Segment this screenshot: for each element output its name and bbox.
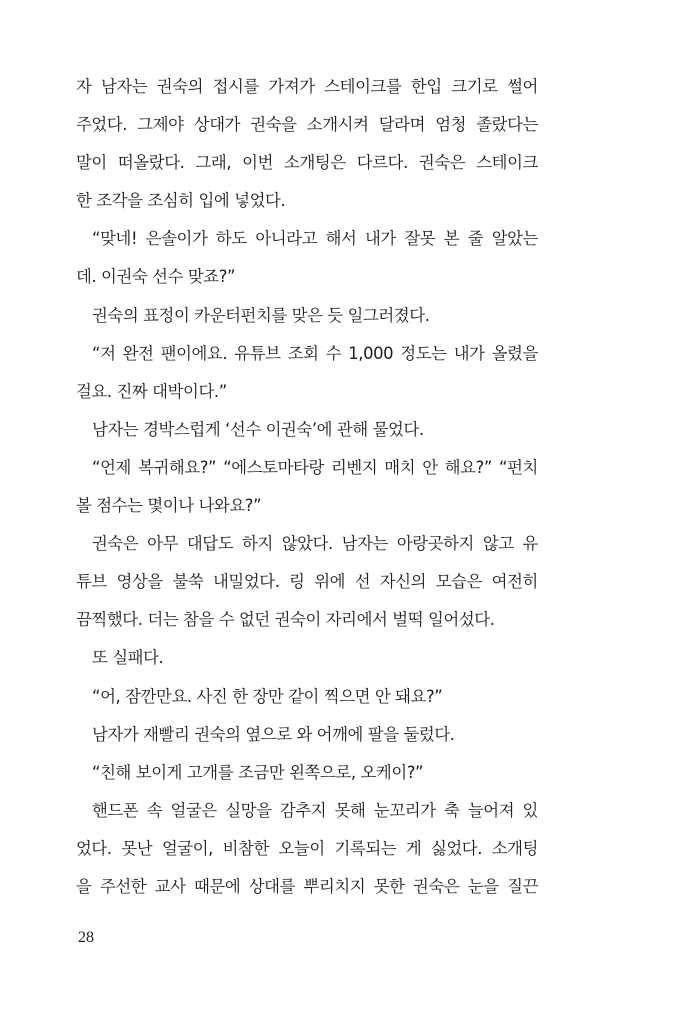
text-line: “맞네! 은솔이가 하도 아니라고 해서 내가 잘못 본 줄 알았는 bbox=[92, 229, 538, 249]
text-line: 남자는 경박스럽게 ‘선수 이권숙’에 관해 물었다. bbox=[92, 419, 424, 439]
page-number: 28 bbox=[78, 929, 94, 946]
text-line: 핸드폰 속 얼굴은 실망을 감추지 못해 눈꼬리가 축 늘어져 있 bbox=[92, 800, 538, 820]
text-line: 권숙은 아무 대답도 하지 않았다. 남자는 아랑곳하지 않고 유 bbox=[92, 534, 538, 554]
text-line: “친해 보이게 고개를 조금만 왼쪽으로, 오케이?” bbox=[92, 762, 424, 782]
text-line: 었다. 못난 얼굴이, 비참한 오늘이 기록되는 게 싫었다. 소개팅 bbox=[76, 838, 538, 858]
text-line: “언제 복귀해요?” “에스토마타랑 리벤지 매치 안 해요?” “펀치 bbox=[92, 457, 538, 477]
text-line: “저 완전 팬이에요. 유튜브 조회 수 1,000 정도는 내가 올렸을 bbox=[92, 343, 538, 363]
text-line: 볼 점수는 몇이나 나와요?” bbox=[76, 496, 262, 516]
text-line: 자 남자는 권숙의 접시를 가져가 스테이크를 한입 크기로 썰어 bbox=[76, 77, 538, 96]
body-text bbox=[76, 68, 538, 906]
text-line: 또 실패다. bbox=[92, 648, 164, 668]
text-line: 데. 이권숙 선수 맞죠?” bbox=[76, 267, 236, 287]
text-line: 을 주선한 교사 때문에 상대를 뿌리치지 못한 권숙은 눈을 질끈 bbox=[76, 876, 538, 896]
text-line: 끔찍했다. 더는 참을 수 없던 권숙이 자리에서 벌떡 일어섰다. bbox=[76, 610, 495, 630]
text-line: “어, 잠깐만요. 사진 한 장만 같이 찍으면 안 돼요?” bbox=[92, 686, 443, 706]
text-line: 남자가 재빨리 권숙의 옆으로 와 어깨에 팔을 둘렀다. bbox=[92, 724, 455, 744]
text-line: 걸요. 진짜 대박이다.” bbox=[76, 381, 227, 401]
text-line: 권숙의 표정이 카운터펀치를 맞은 듯 일그러졌다. bbox=[92, 305, 430, 325]
text-line: 말이 떠올랐다. 그래, 이번 소개팅은 다르다. 권숙은 스테이크 bbox=[76, 153, 538, 173]
text-line: 주었다. 그제야 상대가 권숙을 소개시켜 달라며 엄청 졸랐다는 bbox=[76, 115, 538, 135]
text-line: 한 조각을 조심히 입에 넣었다. bbox=[76, 191, 286, 211]
text-line: 튜브 영상을 불쑥 내밀었다. 링 위에 선 자신의 모습은 여전히 bbox=[76, 572, 538, 592]
